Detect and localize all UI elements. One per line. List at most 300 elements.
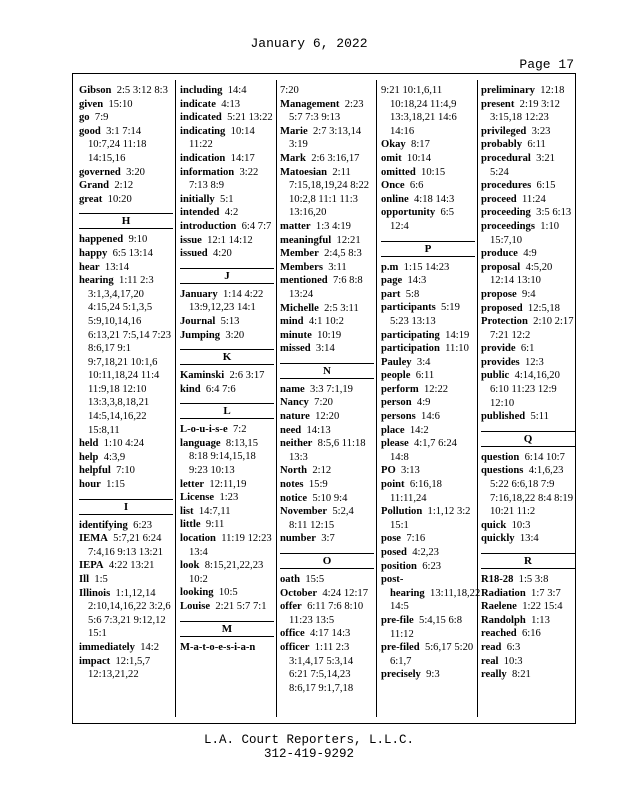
- index-term: help: [79, 451, 99, 463]
- index-entry: [79, 261, 173, 275]
- index-entry: [481, 532, 575, 546]
- page-line-refs: 1:7 3:7: [531, 587, 561, 599]
- index-term: identifying: [79, 519, 128, 531]
- page-line-refs: 6:11: [415, 370, 435, 382]
- index-term: procedural: [481, 152, 531, 164]
- index-entry: [381, 505, 475, 532]
- index-entry: [381, 179, 475, 193]
- index-term: great: [79, 193, 103, 205]
- index-entry: [481, 369, 575, 410]
- index-entry: [381, 668, 475, 682]
- index-term: Pollution: [381, 506, 423, 518]
- index-entry: [280, 247, 374, 261]
- index-term: Randolph: [481, 614, 526, 626]
- index-entry: [481, 315, 575, 342]
- page-line-refs: 3:7: [321, 533, 335, 545]
- page-line-refs: 12:1 14:12: [207, 234, 253, 246]
- index-term: pre-file: [381, 614, 414, 626]
- index-term: PO: [381, 465, 396, 477]
- letter-header: L: [180, 403, 274, 419]
- index-entry: [481, 179, 575, 193]
- index-entry: [381, 206, 475, 233]
- index-term: post-hearing: [381, 574, 425, 599]
- page-line-refs: 6:5 13:14: [112, 247, 153, 259]
- page-line-refs: 1:10 4:24: [103, 438, 145, 450]
- page-line-refs: 4:1,6,23 5:22 6:6,18 7:9 7:16,18,22 8:4 8:19 10:21 11:2: [490, 465, 573, 518]
- index-entry: [280, 315, 374, 329]
- page-line-refs: 5:6,17 5:20 6:1,7: [390, 642, 474, 667]
- index-entry: [481, 573, 575, 587]
- index-term: indication: [180, 152, 226, 164]
- index-entry: [180, 437, 274, 478]
- index-term: Kaminski: [180, 370, 225, 382]
- page-line-refs: 5:11: [530, 411, 549, 423]
- page-line-refs: 3:23: [531, 125, 551, 137]
- index-term: Member: [280, 248, 319, 260]
- index-entry: [280, 478, 374, 492]
- index-term: Ill: [79, 574, 90, 585]
- page-line-refs: 7:10: [116, 465, 135, 477]
- index-entry-continued: [381, 84, 475, 138]
- index-entry: [381, 532, 475, 546]
- index-frame: [72, 73, 576, 724]
- index-entry: [481, 261, 575, 288]
- reporter-phone: 312-419-9292: [263, 747, 354, 761]
- index-term: provides: [481, 356, 520, 368]
- index-term: officer: [280, 641, 310, 653]
- page-line-refs: 14:13: [306, 424, 331, 436]
- index-term: Okay: [381, 139, 406, 151]
- page-line-refs: 2:7 3:13,14 3:19: [289, 125, 362, 151]
- index-entry: [180, 505, 274, 519]
- index-entry: [79, 464, 173, 478]
- page-line-refs: 9:4: [522, 288, 536, 300]
- index-term: October: [280, 587, 318, 599]
- index-term: questions: [481, 465, 524, 477]
- index-term: Protection: [481, 316, 528, 328]
- page-line-refs: 5:2,4 8:11 12:15: [289, 506, 354, 531]
- page-line-refs: 10:14: [406, 152, 432, 164]
- page-line-refs: 12:18: [540, 85, 565, 96]
- index-term: provide: [481, 343, 516, 355]
- letter-header: M: [180, 621, 274, 637]
- index-entry: [481, 247, 575, 261]
- index-entry: [381, 329, 475, 343]
- index-column-1: [79, 84, 173, 682]
- page-line-refs: 4:14,16,20 6:10 11:23 12:9 12:10: [490, 370, 560, 409]
- page-line-refs: 6:5 12:4: [390, 207, 455, 232]
- index-entry: [79, 274, 173, 437]
- index-term: present: [481, 98, 515, 110]
- index-term: nature: [280, 411, 310, 423]
- index-term: participants: [381, 302, 436, 314]
- index-term: proposed: [481, 302, 523, 314]
- index-entry: [481, 98, 575, 125]
- page-line-refs: 13:14: [104, 261, 130, 273]
- index-term: Michelle: [280, 302, 319, 314]
- index-entry: [180, 125, 274, 152]
- page-line-refs: 8:15,21,22,23 10:2: [189, 560, 264, 585]
- index-entry: [79, 233, 173, 247]
- index-entry: [180, 369, 274, 383]
- index-entry: [280, 152, 374, 166]
- page-line-refs: 6:23: [422, 560, 442, 572]
- index-term: position: [381, 560, 417, 572]
- page-line-refs: 4:20: [212, 248, 232, 260]
- page-line-refs: 3:1 7:14 10:7,24 11:18 14:15,16: [88, 125, 147, 164]
- page-line-refs: 1:1,12,14 2:10,14,16,22 3:2,6 5:6 7:3,21 9:12,12 15:1: [88, 587, 171, 640]
- index-term: L-o-u-i-s-e: [180, 424, 228, 436]
- index-term: November: [280, 506, 328, 518]
- index-term: governed: [79, 166, 121, 178]
- index-entry: [79, 559, 173, 573]
- index-term: language: [180, 437, 221, 449]
- index-column-3: [280, 84, 374, 695]
- index-entry: [180, 518, 274, 532]
- index-entry: [381, 301, 475, 328]
- page-line-refs: 14:3: [407, 275, 427, 287]
- page-line-refs: 5:8: [405, 288, 420, 300]
- index-entry: [280, 410, 374, 424]
- index-entry: [180, 98, 274, 112]
- page-line-refs: 2:4,5 8:3: [324, 248, 362, 260]
- index-term: Jumping: [180, 329, 221, 341]
- index-term: quickly: [481, 533, 515, 545]
- page-line-refs: 3:20: [225, 329, 245, 341]
- page-line-refs: 5:7,21 6:24 7:4,16 9:13 13:21: [88, 533, 164, 558]
- index-term: Grand: [79, 180, 110, 192]
- index-entry: [481, 668, 575, 682]
- index-entry: [79, 179, 173, 193]
- letter-header: Q: [481, 431, 575, 447]
- index-term: p.m: [381, 261, 399, 273]
- page-line-refs: 10:19: [317, 329, 342, 341]
- index-term: Marie: [280, 125, 308, 137]
- index-term: please: [381, 438, 409, 450]
- index-term: M-a-t-o-e-s-i-a-n: [180, 641, 256, 653]
- letter-header: I: [79, 499, 173, 515]
- index-entry: [180, 478, 274, 492]
- index-entry: [481, 288, 575, 302]
- page-line-refs: 10:3: [511, 519, 531, 531]
- index-term: office: [280, 628, 305, 640]
- index-entry: [280, 641, 374, 695]
- index-term: meaningful: [280, 234, 332, 246]
- page-line-refs: 1:23: [219, 492, 239, 504]
- index-entry: [180, 559, 274, 586]
- page-line-refs: 1:11 2:3 3:1,4,17 5:3,14 6:21 7:5,14,23 8:6,17 9:1,7,18: [289, 641, 354, 694]
- index-entry: [481, 302, 575, 316]
- index-term: proceed: [481, 193, 517, 205]
- index-term: persons: [381, 411, 416, 423]
- page-line-refs: 5:21 13:22: [227, 112, 273, 124]
- page-line-refs: 7:20: [314, 397, 333, 409]
- page-line-refs: 7:2: [232, 424, 247, 436]
- column-divider: [376, 80, 377, 717]
- column-divider: [276, 80, 277, 717]
- index-entry: [79, 193, 173, 207]
- index-term: pre-filed: [381, 642, 420, 654]
- index-entry: [381, 437, 475, 464]
- index-term: name: [280, 383, 305, 395]
- index-entry: [481, 206, 575, 220]
- index-entry: [79, 84, 173, 98]
- index-term: Raelene: [481, 601, 517, 613]
- index-term: letter: [180, 478, 205, 490]
- index-entry: [481, 342, 575, 356]
- page-line-refs: 1:5 3:8: [518, 574, 549, 585]
- page-line-refs: 6:4 7:7: [241, 220, 272, 232]
- page-line-refs: 14:4: [227, 85, 247, 96]
- index-term: hear: [79, 261, 100, 273]
- index-term: preliminary: [481, 85, 535, 96]
- page-line-refs: 4:22 13:21: [108, 560, 155, 572]
- index-term: Pauley: [381, 356, 412, 368]
- index-term: person: [381, 397, 412, 409]
- page-line-refs: 6:11 7:6 8:10 11:23 13:5: [289, 601, 364, 626]
- index-entry: [381, 641, 475, 668]
- index-term: location: [180, 533, 216, 545]
- page-line-refs: 2:23 5:7 7:3 9:13: [289, 98, 364, 124]
- index-term: issue: [180, 234, 202, 246]
- page-line-refs: 4:2,23: [412, 547, 439, 558]
- index-entry: [481, 464, 575, 518]
- page-line-refs: 3:14: [315, 343, 335, 355]
- index-term: privileged: [481, 125, 527, 137]
- index-entry: [180, 234, 274, 248]
- page-line-refs: 6:16: [522, 628, 541, 640]
- index-entry: [79, 641, 173, 655]
- index-entry: [180, 641, 274, 655]
- index-term: neither: [280, 438, 313, 450]
- index-entry: [180, 423, 274, 437]
- page-line-refs: 11:10: [445, 343, 469, 355]
- page-line-refs: 4:13: [221, 98, 241, 110]
- index-term: intended: [180, 207, 220, 219]
- page-line-refs: 9:21 10:1,6,11 10:18,24 11:4,9 13:3,18,21 14:6 14:16: [381, 85, 457, 137]
- letter-header: O: [280, 553, 374, 569]
- page-line-refs: 9:11: [205, 519, 225, 531]
- page-line-refs: 6:11: [527, 139, 546, 151]
- page-line-refs: 10:20: [107, 193, 132, 205]
- index-entry: [79, 573, 173, 587]
- page-line-refs: 12:21: [336, 234, 361, 246]
- page-line-refs: 14:19: [445, 329, 470, 341]
- page-line-refs: 4:18 14:3: [413, 193, 455, 205]
- index-term: published: [481, 411, 526, 423]
- index-term: probably: [481, 139, 523, 151]
- page-line-refs: 6:6: [409, 180, 424, 192]
- index-entry: [180, 383, 274, 397]
- page-line-refs: 14:2: [409, 424, 429, 436]
- index-entry: [381, 464, 475, 478]
- index-entry: [481, 410, 575, 424]
- index-entry: [280, 424, 374, 438]
- index-entry: [381, 369, 475, 383]
- letter-header: R: [481, 553, 575, 569]
- index-entry: [79, 519, 173, 533]
- page-line-refs: 2:10 2:17 7:21 12:2: [490, 316, 574, 341]
- page-line-refs: 2:19 3:12 3:15,18 12:23: [490, 98, 560, 124]
- page-line-refs: 12:5,18: [527, 302, 560, 314]
- index-column-4: [381, 84, 481, 682]
- index-entry: [481, 84, 575, 98]
- index-entry: [381, 396, 475, 410]
- index-term: Illinois: [79, 587, 111, 599]
- index-term: read: [481, 641, 502, 653]
- index-term: kind: [180, 383, 201, 395]
- index-term: propose: [481, 288, 517, 300]
- index-term: helpful: [79, 465, 111, 477]
- index-entry: [481, 600, 575, 614]
- index-entry: [79, 166, 173, 180]
- page-line-refs: 4:9: [416, 397, 431, 409]
- page-line-refs: 3:13: [401, 465, 420, 477]
- index-entry: [280, 396, 374, 410]
- page-line-refs: 7:6 8:8 13:24: [289, 275, 363, 300]
- index-entry: [79, 655, 173, 682]
- index-term: perform: [381, 383, 419, 395]
- index-term: precisely: [381, 669, 421, 681]
- index-entry: [280, 220, 374, 234]
- index-entry: [381, 614, 475, 641]
- index-entry: [180, 247, 274, 261]
- page-line-refs: 1:5: [94, 574, 108, 585]
- letter-header: H: [79, 213, 173, 229]
- court-reporter-footer: [0, 733, 618, 761]
- index-entry: [180, 491, 274, 505]
- index-entry: [481, 451, 575, 465]
- page-line-refs: 12:20: [315, 411, 340, 423]
- page-line-refs: 1:14 4:22 13:9,12,23 14:1: [189, 288, 264, 314]
- index-term: notice: [280, 492, 308, 504]
- index-entry: [481, 220, 575, 247]
- letter-header: P: [381, 241, 475, 257]
- index-term: proposal: [481, 261, 521, 273]
- page-line-refs: 4:1,7 6:24 14:8: [390, 438, 457, 463]
- page-line-refs: 14:2: [140, 641, 160, 653]
- index-entry: [180, 315, 274, 329]
- index-entry: [79, 532, 173, 559]
- index-entry: [381, 573, 481, 614]
- letter-header: K: [180, 349, 274, 365]
- index-term: proceeding: [481, 207, 531, 219]
- index-term: held: [79, 438, 99, 450]
- page-line-refs: 1:15 14:23: [403, 261, 450, 273]
- index-term: IEPA: [79, 560, 104, 572]
- page-line-refs: 15:5: [305, 574, 325, 585]
- index-entry: [481, 641, 575, 655]
- index-term: need: [280, 424, 302, 436]
- page-line-refs: 1:15: [106, 479, 125, 491]
- index-term: impact: [79, 655, 111, 667]
- index-term: indicated: [180, 112, 222, 124]
- page-line-refs: 12:22: [423, 383, 449, 395]
- index-term: online: [381, 193, 409, 205]
- index-entry: [280, 166, 374, 220]
- index-entry: [180, 329, 274, 343]
- index-term: Mark: [280, 152, 306, 164]
- index-entry: [280, 98, 374, 125]
- index-term: January: [180, 288, 218, 300]
- index-term: place: [381, 424, 405, 436]
- index-entry: [79, 111, 173, 125]
- page-line-refs: 5:4,15 6:8 11:12: [390, 614, 463, 640]
- page-line-refs: 4:5,20 12:14 13:10: [490, 261, 553, 287]
- index-entry: [280, 492, 374, 506]
- index-term: immediately: [79, 641, 135, 653]
- index-entry: [280, 274, 374, 301]
- index-term: Once: [381, 180, 405, 192]
- index-entry: [180, 600, 274, 614]
- index-entry: [79, 437, 173, 451]
- index-entry: [280, 342, 374, 356]
- index-entry: [280, 573, 374, 587]
- page-line-refs: 3:4: [416, 356, 431, 368]
- index-entry: [381, 152, 475, 166]
- page-line-refs: 10:3: [503, 655, 523, 667]
- index-term: part: [381, 288, 401, 300]
- page-line-refs: 1:11 2:3 3:1,3,4,17,20 4:15,24 5:1,3,5 5:9,10,14,16 6:13,21 7:5,14 7:23 8:6,17 9:1 9:7,18,21 10:1,6 10:11,18,24 11:4 11:9,18 12:10 13:3,3,8,18,21 14:5,14,16,22 15:8,11: [88, 275, 171, 436]
- page-line-refs: 10:5: [218, 587, 238, 599]
- page-line-refs: 8:17: [411, 139, 430, 151]
- index-term: quick: [481, 519, 507, 531]
- index-entry: [79, 451, 173, 465]
- page-line-refs: 6:3: [506, 641, 521, 653]
- index-term: little: [180, 519, 201, 531]
- index-entry: [79, 247, 173, 261]
- index-entry: [79, 98, 173, 112]
- index-entry: [280, 505, 374, 532]
- page-line-refs: 3:21 5:24: [490, 152, 555, 178]
- index-term: mentioned: [280, 275, 328, 287]
- index-entry: [280, 302, 374, 316]
- index-entry: [481, 519, 575, 533]
- page-line-refs: 1:22 15:4: [522, 601, 563, 613]
- index-entry: [280, 464, 374, 478]
- index-entry: [180, 288, 274, 315]
- index-term: Management: [280, 98, 340, 110]
- page-line-refs: 2:6 3:17: [229, 370, 265, 382]
- index-term: R18-28: [481, 574, 514, 585]
- index-term: Nancy: [280, 397, 309, 409]
- page-line-refs: 2:5 3:11: [324, 302, 359, 314]
- page-line-refs: 1:10 15:7,10: [490, 220, 560, 246]
- index-term: including: [180, 85, 223, 96]
- index-entry: [381, 546, 475, 560]
- index-entry: [280, 261, 374, 275]
- index-term: given: [79, 98, 104, 110]
- index-entry: [481, 587, 575, 601]
- index-term: issued: [180, 248, 208, 260]
- index-entry: [381, 166, 475, 180]
- page-line-refs: 7:16: [406, 533, 426, 545]
- page-line-refs: 3:3 7:1,19: [310, 383, 353, 395]
- index-entry: [280, 125, 374, 152]
- index-term: Louise: [180, 601, 211, 612]
- index-term: indicating: [180, 125, 226, 137]
- index-entry: [79, 587, 173, 641]
- index-term: Radiation: [481, 587, 526, 599]
- page-line-refs: 3:5 6:13: [536, 207, 572, 219]
- index-term: happy: [79, 247, 108, 259]
- index-term: oath: [280, 574, 301, 585]
- index-column-2: [180, 84, 274, 654]
- page-line-refs: 14:7,11: [198, 505, 231, 517]
- page-line-refs: 4:1 10:2: [308, 316, 344, 328]
- index-entry: [481, 655, 575, 669]
- index-entry: [381, 383, 475, 397]
